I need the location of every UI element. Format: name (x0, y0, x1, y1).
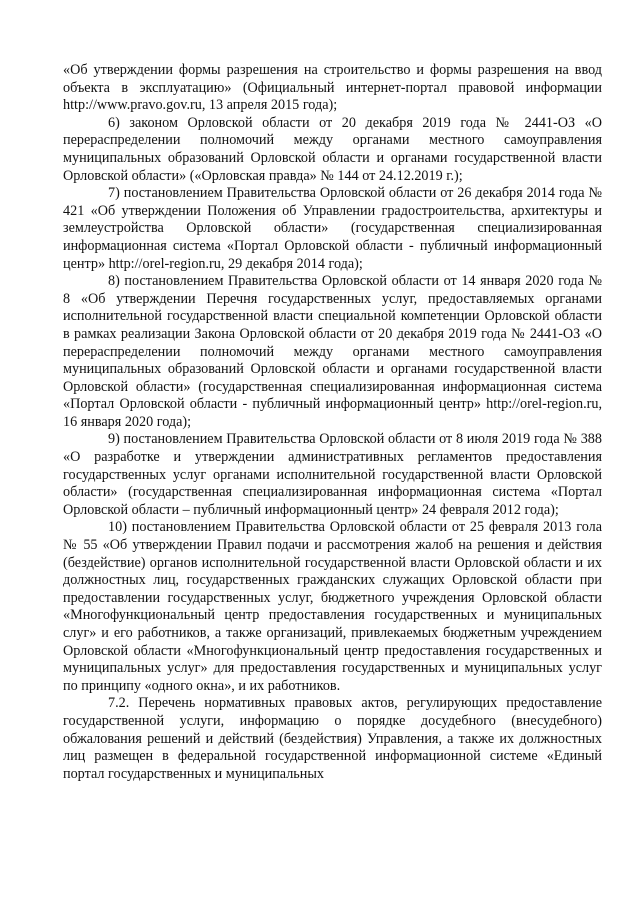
paragraph-item-6: 6) законом Орловской области от 20 декабря 2019 года № 2441-ОЗ «О перераспределении полномочий между органами местного самоуправления муниципальных образований Орловской области и органами государственной власти Орловской области» («Орловская правда» № 144 от 24.12.2019 г.); (63, 114, 602, 184)
document-body (63, 62, 602, 783)
paragraph-item-7: 7) постановлением Правительства Орловской области от 26 декабря 2014 года № 421 «Об утверждении Положения об Управлении градостроительства, архитектуры и землеустройства Орловской области» (государственная специализированная информационная система «Портал Орловской области - публичный информационный центр» http://orel-region.ru, 29 декабря 2014 года); (63, 185, 602, 272)
paragraph-section-7-2: 7.2. Перечень нормативных правовых актов, регулирующих предоставление государственной услуги, информацию о порядке досудебного (внесудебного) обжалования решений и действий (бездействия) Управления, а также их должностных лиц размещен в федеральной государственной информационной системе «Единый портал государственных и муниципальных (63, 695, 602, 782)
paragraph-item-9: 9) постановлением Правительства Орловской области от 8 июля 2019 года № 388 «О разработке и утверждении административных регламентов предоставления государственных услуг органами исполнительной государственной власти Орловской области» (государственная специализированная информационная система «Портал Орловской области – публичный информационный центр» 24 февраля 2012 года); (63, 431, 602, 518)
paragraph-item-8: 8) постановлением Правительства Орловской области от 14 января 2020 года № 8 «Об утверждении Перечня государственных услуг, предоставляемых органами исполнительной государственной власти специальной компетенции Орловской области в рамках реализации Закона Орловской области от 20 декабря 2019 года № 2441-ОЗ «О перераспределении полномочий между органами местного самоуправления муниципальных образований Орловской области и органами государственной власти Орловской области» (государственная специализированная информационная система «Портал Орловской области - публичный информационный центр» http://orel-region.ru, 16 января 2020 года); (63, 273, 602, 430)
paragraph-continuation: «Об утверждении формы разрешения на строительство и формы разрешения на ввод объекта в эксплуатацию» (Официальный интернет-портал правовой информации http://www.pravo.gov.ru, 13 апреля 2015 года); (63, 62, 602, 114)
paragraph-item-10: 10) постановлением Правительства Орловской области от 25 февраля 2013 гола № 55 «Об утверждении Правил подачи и рассмотрения жалоб на решения и действия (бездействие) органов исполнительной государственной власти Орловской области и их должностных лиц, государственных гражданских служащих Орловской области при предоставлении государственных услуг, бюджетного учреждения Орловской области «Многофункциональный центр предоставления государственных и муниципальных слуг» и его работников, а также организаций, привлекаемых бюджетным учреждением Орловской области «Многофункциональный центр предоставления государственных и муниципальных услуг» для предоставления государственных и муниципальных услуг по принципу «одного окна», и их работников. (63, 519, 602, 694)
